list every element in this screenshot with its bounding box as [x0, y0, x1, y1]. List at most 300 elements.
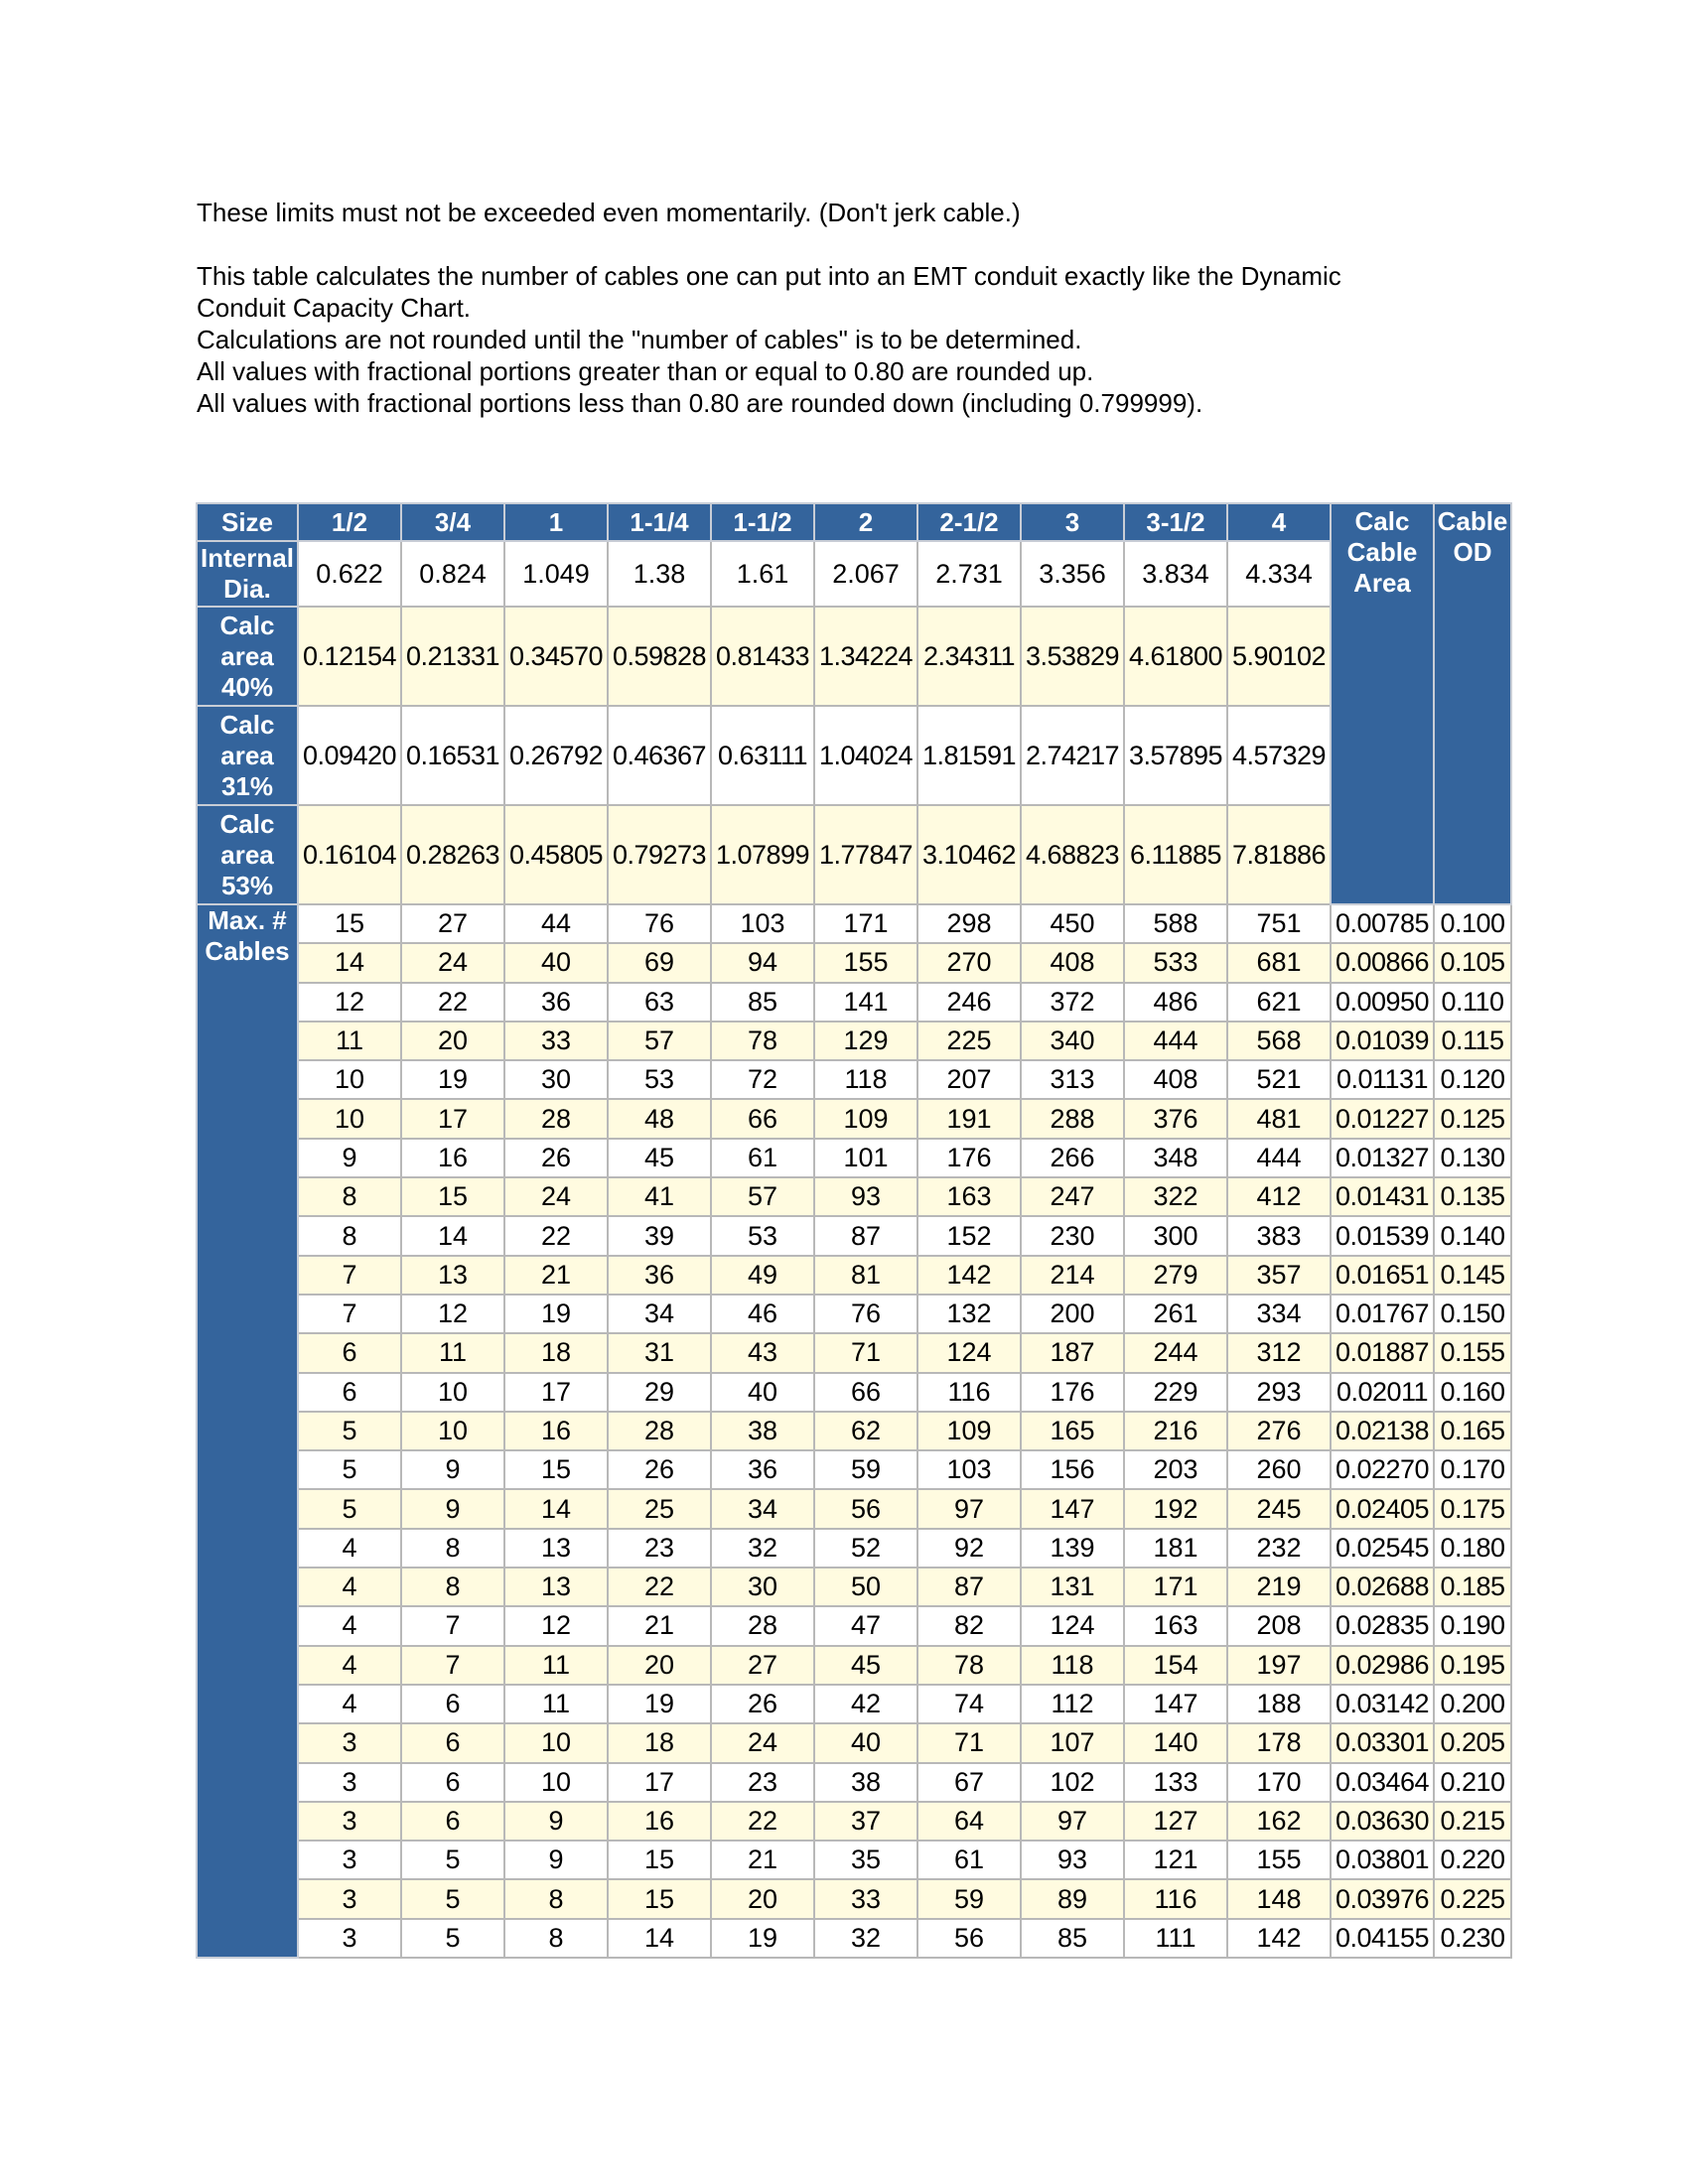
cable-count-cell: 17	[401, 1099, 504, 1138]
cable-count-cell: 357	[1227, 1256, 1331, 1295]
calc-cable-area-cell: 0.02138	[1331, 1412, 1434, 1450]
cable-count-cell: 208	[1227, 1606, 1331, 1645]
cable-count-cell: 14	[608, 1919, 711, 1958]
header-label-line: Cables	[205, 936, 290, 966]
cable-count-cell: 76	[608, 904, 711, 943]
cable-count-cell: 481	[1227, 1099, 1331, 1138]
cable-count-cell: 92	[917, 1529, 1021, 1568]
header-label-line: 40%	[220, 671, 274, 702]
cable-count-cell: 216	[1124, 1412, 1227, 1450]
cable-count-cell: 19	[608, 1685, 711, 1723]
size-header: 4	[1227, 503, 1331, 541]
cable-count-cell: 279	[1124, 1256, 1227, 1295]
cable-count-cell: 78	[711, 1022, 814, 1060]
cable-count-cell: 24	[401, 943, 504, 982]
cable-count-cell: 5	[298, 1412, 401, 1450]
header-label-line: area	[220, 839, 274, 870]
internal-dia-cell: 1.049	[504, 541, 608, 607]
cable-count-cell: 103	[711, 904, 814, 943]
cable-count-cell: 21	[711, 1841, 814, 1879]
max-cables-label	[197, 904, 298, 1958]
cable-count-cell: 9	[401, 1450, 504, 1489]
intro-line: This table calculates the number of cables one can put into an EMT conduit exactly like the Dynamic	[197, 261, 1341, 291]
cable-count-cell: 3	[298, 1802, 401, 1841]
cable-od-cell: 0.155	[1434, 1333, 1511, 1372]
cable-count-cell: 8	[298, 1177, 401, 1216]
cable-count-cell: 56	[814, 1489, 917, 1528]
cable-count-cell: 50	[814, 1568, 917, 1606]
cable-count-cell: 7	[298, 1295, 401, 1333]
table-row	[197, 1412, 1511, 1450]
cable-count-cell: 155	[1227, 1841, 1331, 1879]
calc-area-cell: 0.45805	[504, 805, 608, 904]
cable-count-cell: 101	[814, 1139, 917, 1177]
cable-count-cell: 207	[917, 1060, 1021, 1099]
cable-count-cell: 11	[504, 1685, 608, 1723]
calc-area-cell: 7.81886	[1227, 805, 1331, 904]
cable-count-cell: 19	[711, 1919, 814, 1958]
cable-count-cell: 8	[504, 1919, 608, 1958]
cable-count-cell: 36	[711, 1450, 814, 1489]
cable-count-cell: 40	[504, 943, 608, 982]
cable-count-cell: 76	[814, 1295, 917, 1333]
internal-dia-cell: 2.067	[814, 541, 917, 607]
cable-count-cell: 5	[401, 1879, 504, 1918]
cable-count-cell: 116	[917, 1373, 1021, 1412]
table-row	[197, 1763, 1511, 1802]
calc-area-cell: 0.59828	[608, 607, 711, 706]
table-row	[197, 1177, 1511, 1216]
calc-area-cell: 6.11885	[1124, 805, 1227, 904]
cable-count-cell: 11	[504, 1646, 608, 1685]
cable-count-cell: 18	[608, 1723, 711, 1762]
cable-count-cell: 155	[814, 943, 917, 982]
cable-count-cell: 24	[504, 1177, 608, 1216]
cable-count-cell: 171	[1124, 1568, 1227, 1606]
table-row	[197, 904, 1511, 943]
cable-count-cell: 29	[608, 1373, 711, 1412]
cable-count-cell: 176	[1021, 1373, 1124, 1412]
cable-count-cell: 22	[608, 1568, 711, 1606]
cable-od-cell: 0.215	[1434, 1802, 1511, 1841]
cable-count-cell: 63	[608, 983, 711, 1022]
calc-cable-area-cell: 0.02011	[1331, 1373, 1434, 1412]
internal-dia-cell: 0.622	[298, 541, 401, 607]
cable-count-cell: 12	[504, 1606, 608, 1645]
cable-count-cell: 66	[814, 1373, 917, 1412]
cable-count-cell: 20	[401, 1022, 504, 1060]
cable-count-cell: 383	[1227, 1216, 1331, 1255]
cable-count-cell: 450	[1021, 904, 1124, 943]
cable-count-cell: 5	[298, 1489, 401, 1528]
cable-count-cell: 15	[608, 1841, 711, 1879]
header-label-line: Area	[1353, 568, 1411, 598]
cable-count-cell: 588	[1124, 904, 1227, 943]
cable-count-cell: 25	[608, 1489, 711, 1528]
cable-count-cell: 13	[504, 1568, 608, 1606]
header-label-line: Max. #	[208, 905, 287, 935]
cable-count-cell: 93	[814, 1177, 917, 1216]
cable-count-cell: 69	[608, 943, 711, 982]
cable-count-cell: 33	[504, 1022, 608, 1060]
cable-count-cell: 621	[1227, 983, 1331, 1022]
cable-count-cell: 10	[401, 1412, 504, 1450]
cable-count-cell: 53	[608, 1060, 711, 1099]
cable-od-cell: 0.200	[1434, 1685, 1511, 1723]
header-label-line: Calc	[219, 709, 275, 740]
cable-count-cell: 116	[1124, 1879, 1227, 1918]
cable-count-cell: 28	[504, 1099, 608, 1138]
cable-count-cell: 444	[1227, 1139, 1331, 1177]
cable-count-cell: 112	[1021, 1685, 1124, 1723]
cable-count-cell: 21	[608, 1606, 711, 1645]
cable-od-cell: 0.225	[1434, 1879, 1511, 1918]
cable-count-cell: 191	[917, 1099, 1021, 1138]
cable-count-cell: 154	[1124, 1646, 1227, 1685]
calc-area-cell: 0.46367	[608, 706, 711, 805]
cable-count-cell: 118	[814, 1060, 917, 1099]
cable-count-cell: 23	[711, 1763, 814, 1802]
cable-od-cell: 0.185	[1434, 1568, 1511, 1606]
cable-count-cell: 372	[1021, 983, 1124, 1022]
cable-od-cell: 0.170	[1434, 1450, 1511, 1489]
cable-count-cell: 156	[1021, 1450, 1124, 1489]
calc-area-cell: 0.26792	[504, 706, 608, 805]
cable-count-cell: 53	[711, 1216, 814, 1255]
cable-od-cell: 0.205	[1434, 1723, 1511, 1762]
internal-dia-cell: 3.356	[1021, 541, 1124, 607]
table-row	[197, 1333, 1511, 1372]
calc-area-cell: 3.53829	[1021, 607, 1124, 706]
cable-count-cell: 45	[814, 1646, 917, 1685]
cable-od-cell: 0.115	[1434, 1022, 1511, 1060]
table-row	[197, 1022, 1511, 1060]
calc-area-cell: 0.63111	[711, 706, 814, 805]
header-label-line: Internal	[201, 543, 294, 573]
cable-count-cell: 444	[1124, 1022, 1227, 1060]
calc-cable-area-cell: 0.01539	[1331, 1216, 1434, 1255]
cable-count-cell: 276	[1227, 1412, 1331, 1450]
cable-count-cell: 59	[814, 1450, 917, 1489]
cable-count-cell: 348	[1124, 1139, 1227, 1177]
cable-count-cell: 43	[711, 1333, 814, 1372]
cable-count-cell: 129	[814, 1022, 917, 1060]
intro-line: All values with fractional portions less than 0.80 are rounded down (including 0.799999).	[197, 388, 1203, 418]
calc-area-cell: 0.12154	[298, 607, 401, 706]
cable-count-cell: 6	[298, 1373, 401, 1412]
cable-count-cell: 322	[1124, 1177, 1227, 1216]
table-row	[197, 1489, 1511, 1528]
cable-count-cell: 412	[1227, 1177, 1331, 1216]
cable-od-cell: 0.160	[1434, 1373, 1511, 1412]
cable-count-cell: 246	[917, 983, 1021, 1022]
cable-count-cell: 5	[401, 1841, 504, 1879]
calc-cable-area-cell: 0.03801	[1331, 1841, 1434, 1879]
calc-area-40-row	[197, 607, 1511, 706]
calc-area-cell: 0.34570	[504, 607, 608, 706]
cable-count-cell: 59	[917, 1879, 1021, 1918]
cable-od-cell: 0.230	[1434, 1919, 1511, 1958]
cable-count-cell: 48	[608, 1099, 711, 1138]
cable-count-cell: 13	[401, 1256, 504, 1295]
cable-count-cell: 111	[1124, 1919, 1227, 1958]
table-row	[197, 1879, 1511, 1918]
calc-cable-area-cell: 0.03976	[1331, 1879, 1434, 1918]
cable-count-cell: 15	[608, 1879, 711, 1918]
cable-count-cell: 408	[1021, 943, 1124, 982]
table-row	[197, 1216, 1511, 1255]
cable-count-cell: 42	[814, 1685, 917, 1723]
calc-cable-area-cell: 0.01327	[1331, 1139, 1434, 1177]
cable-od-header	[1434, 503, 1511, 904]
calc-area-cell: 1.34224	[814, 607, 917, 706]
cable-count-cell: 312	[1227, 1333, 1331, 1372]
cable-count-cell: 340	[1021, 1022, 1124, 1060]
cable-count-cell: 5	[298, 1450, 401, 1489]
cable-count-cell: 6	[401, 1723, 504, 1762]
cable-count-cell: 56	[917, 1919, 1021, 1958]
cable-count-cell: 142	[917, 1256, 1021, 1295]
cable-count-cell: 102	[1021, 1763, 1124, 1802]
cable-count-cell: 28	[711, 1606, 814, 1645]
table-row	[197, 1295, 1511, 1333]
cable-od-cell: 0.140	[1434, 1216, 1511, 1255]
cable-count-cell: 97	[917, 1489, 1021, 1528]
header-label-line: Cable	[1346, 537, 1418, 567]
header-label-line: Cable	[1437, 506, 1508, 536]
table-row	[197, 983, 1511, 1022]
table-row	[197, 1139, 1511, 1177]
cable-count-cell: 148	[1227, 1879, 1331, 1918]
cable-count-cell: 26	[711, 1685, 814, 1723]
cable-count-cell: 162	[1227, 1802, 1331, 1841]
cable-od-cell: 0.125	[1434, 1099, 1511, 1138]
cable-count-cell: 4	[298, 1568, 401, 1606]
cable-count-cell: 486	[1124, 983, 1227, 1022]
cable-count-cell: 171	[814, 904, 917, 943]
cable-count-cell: 13	[504, 1529, 608, 1568]
cable-count-cell: 19	[504, 1295, 608, 1333]
cable-count-cell: 38	[711, 1412, 814, 1450]
cable-count-cell: 270	[917, 943, 1021, 982]
cable-count-cell: 132	[917, 1295, 1021, 1333]
cable-count-cell: 219	[1227, 1568, 1331, 1606]
cable-count-cell: 41	[608, 1177, 711, 1216]
cable-count-cell: 5	[401, 1919, 504, 1958]
cable-count-cell: 14	[298, 943, 401, 982]
table-row	[197, 1606, 1511, 1645]
cable-count-cell: 163	[1124, 1606, 1227, 1645]
calc-area-cell: 2.34311	[917, 607, 1021, 706]
cable-count-cell: 170	[1227, 1763, 1331, 1802]
cable-count-cell: 61	[917, 1841, 1021, 1879]
cable-count-cell: 4	[298, 1606, 401, 1645]
table-row	[197, 1646, 1511, 1685]
size-header: 1/2	[298, 503, 401, 541]
cable-count-cell: 30	[504, 1060, 608, 1099]
calc-cable-area-header	[1331, 503, 1434, 904]
size-header: 1-1/4	[608, 503, 711, 541]
cable-count-cell: 26	[504, 1139, 608, 1177]
cable-count-cell: 39	[608, 1216, 711, 1255]
cable-count-cell: 94	[711, 943, 814, 982]
table-row	[197, 1919, 1511, 1958]
cable-count-cell: 3	[298, 1723, 401, 1762]
cable-count-cell: 49	[711, 1256, 814, 1295]
cable-count-cell: 89	[1021, 1879, 1124, 1918]
cable-count-cell: 163	[917, 1177, 1021, 1216]
cable-count-cell: 24	[711, 1723, 814, 1762]
cable-count-cell: 45	[608, 1139, 711, 1177]
cable-count-cell: 20	[608, 1646, 711, 1685]
calc-cable-area-cell: 0.01227	[1331, 1099, 1434, 1138]
cable-count-cell: 57	[608, 1022, 711, 1060]
cable-count-cell: 261	[1124, 1295, 1227, 1333]
cable-count-cell: 11	[298, 1022, 401, 1060]
size-header: 3-1/2	[1124, 503, 1227, 541]
cable-count-cell: 109	[814, 1099, 917, 1138]
cable-count-cell: 71	[814, 1333, 917, 1372]
calc-area-cell: 0.81433	[711, 607, 814, 706]
cable-count-cell: 230	[1021, 1216, 1124, 1255]
calc-area-53-row	[197, 805, 1511, 904]
cable-od-cell: 0.135	[1434, 1177, 1511, 1216]
header-label-line: area	[220, 640, 274, 671]
cable-count-cell: 12	[401, 1295, 504, 1333]
table-row	[197, 1685, 1511, 1723]
header-label-line: 31%	[220, 770, 274, 801]
cable-count-cell: 33	[814, 1879, 917, 1918]
conduit-capacity-table	[196, 502, 1512, 1959]
cable-count-cell: 109	[917, 1412, 1021, 1450]
cable-count-cell: 103	[917, 1450, 1021, 1489]
cable-count-cell: 266	[1021, 1139, 1124, 1177]
table-row	[197, 1450, 1511, 1489]
cable-count-cell: 10	[298, 1099, 401, 1138]
calc-area-cell: 0.79273	[608, 805, 711, 904]
cable-count-cell: 9	[504, 1802, 608, 1841]
cable-count-cell: 40	[711, 1373, 814, 1412]
cable-od-cell: 0.190	[1434, 1606, 1511, 1645]
cable-count-cell: 521	[1227, 1060, 1331, 1099]
cable-count-cell: 376	[1124, 1099, 1227, 1138]
header-label-line: Calc	[1354, 506, 1410, 536]
cable-count-cell: 3	[298, 1879, 401, 1918]
cable-count-cell: 10	[401, 1373, 504, 1412]
cable-count-cell: 9	[298, 1139, 401, 1177]
calc-cable-area-cell: 0.03464	[1331, 1763, 1434, 1802]
calc-cable-area-cell: 0.00950	[1331, 983, 1434, 1022]
calc-cable-area-cell: 0.01767	[1331, 1295, 1434, 1333]
cable-od-cell: 0.110	[1434, 983, 1511, 1022]
cable-count-cell: 14	[401, 1216, 504, 1255]
cable-od-cell: 0.175	[1434, 1489, 1511, 1528]
cable-count-cell: 8	[401, 1529, 504, 1568]
cable-count-cell: 4	[298, 1529, 401, 1568]
cable-count-cell: 181	[1124, 1529, 1227, 1568]
cable-count-cell: 147	[1124, 1685, 1227, 1723]
cable-count-cell: 20	[711, 1879, 814, 1918]
calc-cable-area-cell: 0.02688	[1331, 1568, 1434, 1606]
cable-count-cell: 232	[1227, 1529, 1331, 1568]
cable-count-cell: 44	[504, 904, 608, 943]
cable-count-cell: 16	[608, 1802, 711, 1841]
cable-od-cell: 0.210	[1434, 1763, 1511, 1802]
internal-dia-cell: 3.834	[1124, 541, 1227, 607]
calc-cable-area-cell: 0.02986	[1331, 1646, 1434, 1685]
cable-count-cell: 197	[1227, 1646, 1331, 1685]
cable-count-cell: 229	[1124, 1373, 1227, 1412]
calc-area-cell: 1.07899	[711, 805, 814, 904]
cable-count-cell: 139	[1021, 1529, 1124, 1568]
cable-count-cell: 19	[401, 1060, 504, 1099]
cable-count-cell: 300	[1124, 1216, 1227, 1255]
table-row	[197, 1373, 1511, 1412]
calc-cable-area-cell: 0.01131	[1331, 1060, 1434, 1099]
internal-dia-label	[197, 541, 298, 607]
cable-count-cell: 40	[814, 1723, 917, 1762]
cable-od-cell: 0.130	[1434, 1139, 1511, 1177]
size-header: 1-1/2	[711, 503, 814, 541]
cable-count-cell: 247	[1021, 1177, 1124, 1216]
calc-area-cell: 0.21331	[401, 607, 504, 706]
calc-cable-area-cell: 0.02835	[1331, 1606, 1434, 1645]
cable-count-cell: 568	[1227, 1022, 1331, 1060]
cable-count-cell: 36	[608, 1256, 711, 1295]
cable-count-cell: 12	[298, 983, 401, 1022]
cable-count-cell: 751	[1227, 904, 1331, 943]
cable-count-cell: 334	[1227, 1295, 1331, 1333]
internal-dia-cell: 1.61	[711, 541, 814, 607]
cable-count-cell: 225	[917, 1022, 1021, 1060]
intro-line: Calculations are not rounded until the "number of cables" is to be determined.	[197, 325, 1082, 354]
calc-cable-area-cell: 0.02545	[1331, 1529, 1434, 1568]
calc-area-cell: 4.68823	[1021, 805, 1124, 904]
header-label-line: Calc	[219, 808, 275, 839]
cable-count-cell: 72	[711, 1060, 814, 1099]
internal-dia-cell: 0.824	[401, 541, 504, 607]
header-label-line: OD	[1453, 537, 1492, 567]
cable-count-cell: 10	[504, 1763, 608, 1802]
calc-cable-area-cell: 0.02405	[1331, 1489, 1434, 1528]
calc-cable-area-cell: 0.03301	[1331, 1723, 1434, 1762]
cable-count-cell: 37	[814, 1802, 917, 1841]
internal-dia-cell: 2.731	[917, 541, 1021, 607]
calc-area-cell: 3.10462	[917, 805, 1021, 904]
calc-cable-area-cell: 0.00785	[1331, 904, 1434, 943]
calc-cable-area-cell: 0.01039	[1331, 1022, 1434, 1060]
table-row	[197, 943, 1511, 982]
size-header: 2	[814, 503, 917, 541]
cable-count-cell: 14	[504, 1489, 608, 1528]
cable-count-cell: 36	[504, 983, 608, 1022]
cable-count-cell: 313	[1021, 1060, 1124, 1099]
cable-count-cell: 26	[608, 1450, 711, 1489]
calc-area-cell: 1.04024	[814, 706, 917, 805]
size-header: 3	[1021, 503, 1124, 541]
cable-count-cell: 260	[1227, 1450, 1331, 1489]
cable-count-cell: 6	[401, 1802, 504, 1841]
cable-count-cell: 3	[298, 1919, 401, 1958]
cable-count-cell: 214	[1021, 1256, 1124, 1295]
cable-count-cell: 8	[401, 1568, 504, 1606]
header-label-line: area	[220, 740, 274, 770]
cable-count-cell: 124	[1021, 1606, 1124, 1645]
cable-count-cell: 8	[504, 1879, 608, 1918]
intro-line: All values with fractional portions greater than or equal to 0.80 are rounded up.	[197, 356, 1094, 386]
cable-count-cell: 66	[711, 1099, 814, 1138]
cable-count-cell: 31	[608, 1333, 711, 1372]
